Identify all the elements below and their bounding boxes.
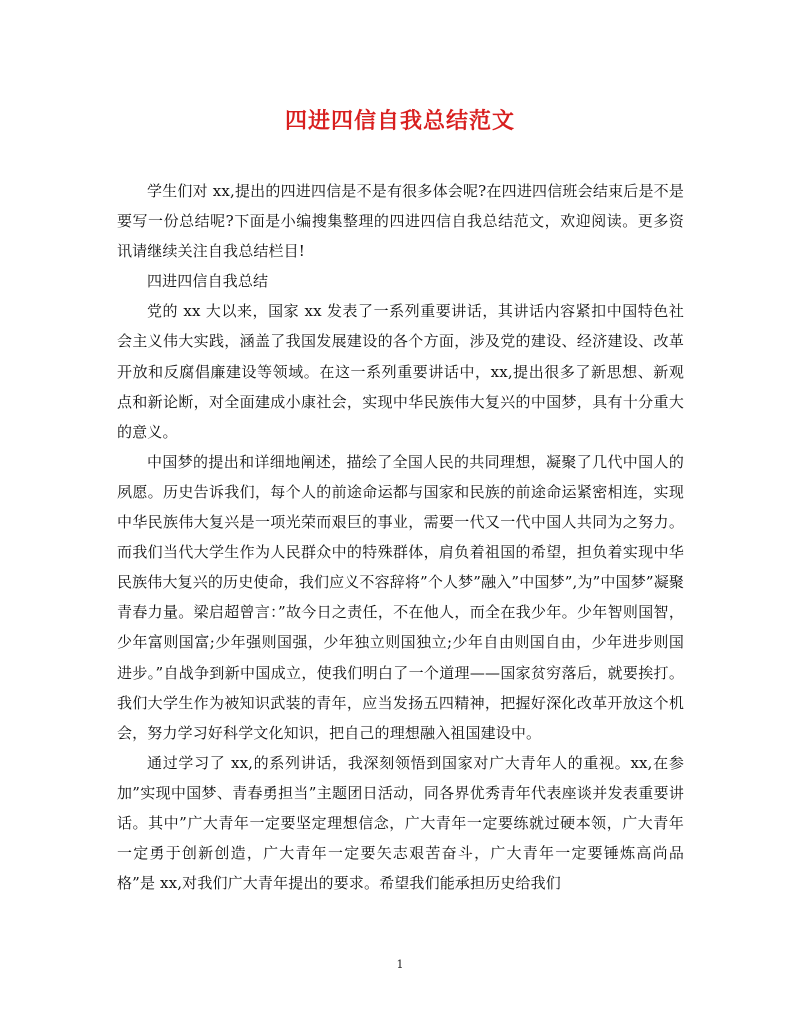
section-heading: 四进四信自我总结 bbox=[147, 272, 269, 291]
paragraph-youth-study: 通过学习了 xx,的系列讲话，我深刻领悟到国家对广大青年人的重视。xx,在参加”实现中国梦、青春勇担当”主题团日活动，同各界优秀青年代表座谈并发表重要讲话。其中”广大青年一定要坚定理想信念，广大青年一定要练就过硬本领，广大青年一定勇于创新创造，广大青年一定要矢志艰苦奋斗，广大青年一定要锤炼高尚品格”是 xx,对我们广大青年提出的要求。希望我们能承担历史给我们 bbox=[117, 753, 684, 893]
document-title: 四进四信自我总结范文 bbox=[284, 108, 515, 134]
paragraph-china-dream: 中国梦的提出和详细地阐述，描绘了全国人民的共同理想，凝聚了几代中国人的夙愿。历史告诉我们，每个人的前途命运都与国家和民族的前途命运紧密相连，实现中华民族伟大复兴是一项光荣而艰巨的事业，需要一代又一代中国人共同为之努力。而我们当代大学生作为人民群众中的特殊群体，肩负着祖国的希望，担负着实现中华民族伟大复兴的历史使命，我们应义不容辞将”个人梦”融入”中国梦”,为”中国梦”凝聚青春力量。梁启超曾言：”故今日之责任，不在他人，而全在我少年。少年智则国智，少年富则国富;少年强则国强，少年独立则国独立;少年自由则国自由，少年进步则国进步。”自战争到新中国成立，使我们明白了一个道理——国家贫穷落后，就要挨打。我们大学生作为被知识武装的青年，应当发扬五四精神，把握好深化改革开放这个机会，努力学习好科学文化知识，把自己的理想融入祖国建设中。 bbox=[117, 452, 684, 742]
page-number: 1 bbox=[396, 958, 404, 971]
intro-paragraph: 学生们对 xx,提出的四进四信是不是有很多体会呢?在四进四信班会结束后是不是要写一份总结呢?下面是小编搜集整理的四进四信自我总结范文，欢迎阅读。更多资讯请继续关注自我总结栏目! bbox=[117, 182, 684, 261]
paragraph-party-speeches: 党的 xx 大以来，国家 xx 发表了一系列重要讲话，其讲话内容紧扣中国特色社会主义伟大实践，涵盖了我国发展建设的各个方面，涉及党的建设、经济建设、改革开放和反腐倡廉建设等领域。在这一系列重要讲话中，xx,提出很多了新思想、新观点和新论断，对全面建成小康社会，实现中华民族伟大复兴的中国梦，具有十分重大的意义。 bbox=[117, 302, 684, 441]
document-body bbox=[117, 176, 684, 898]
